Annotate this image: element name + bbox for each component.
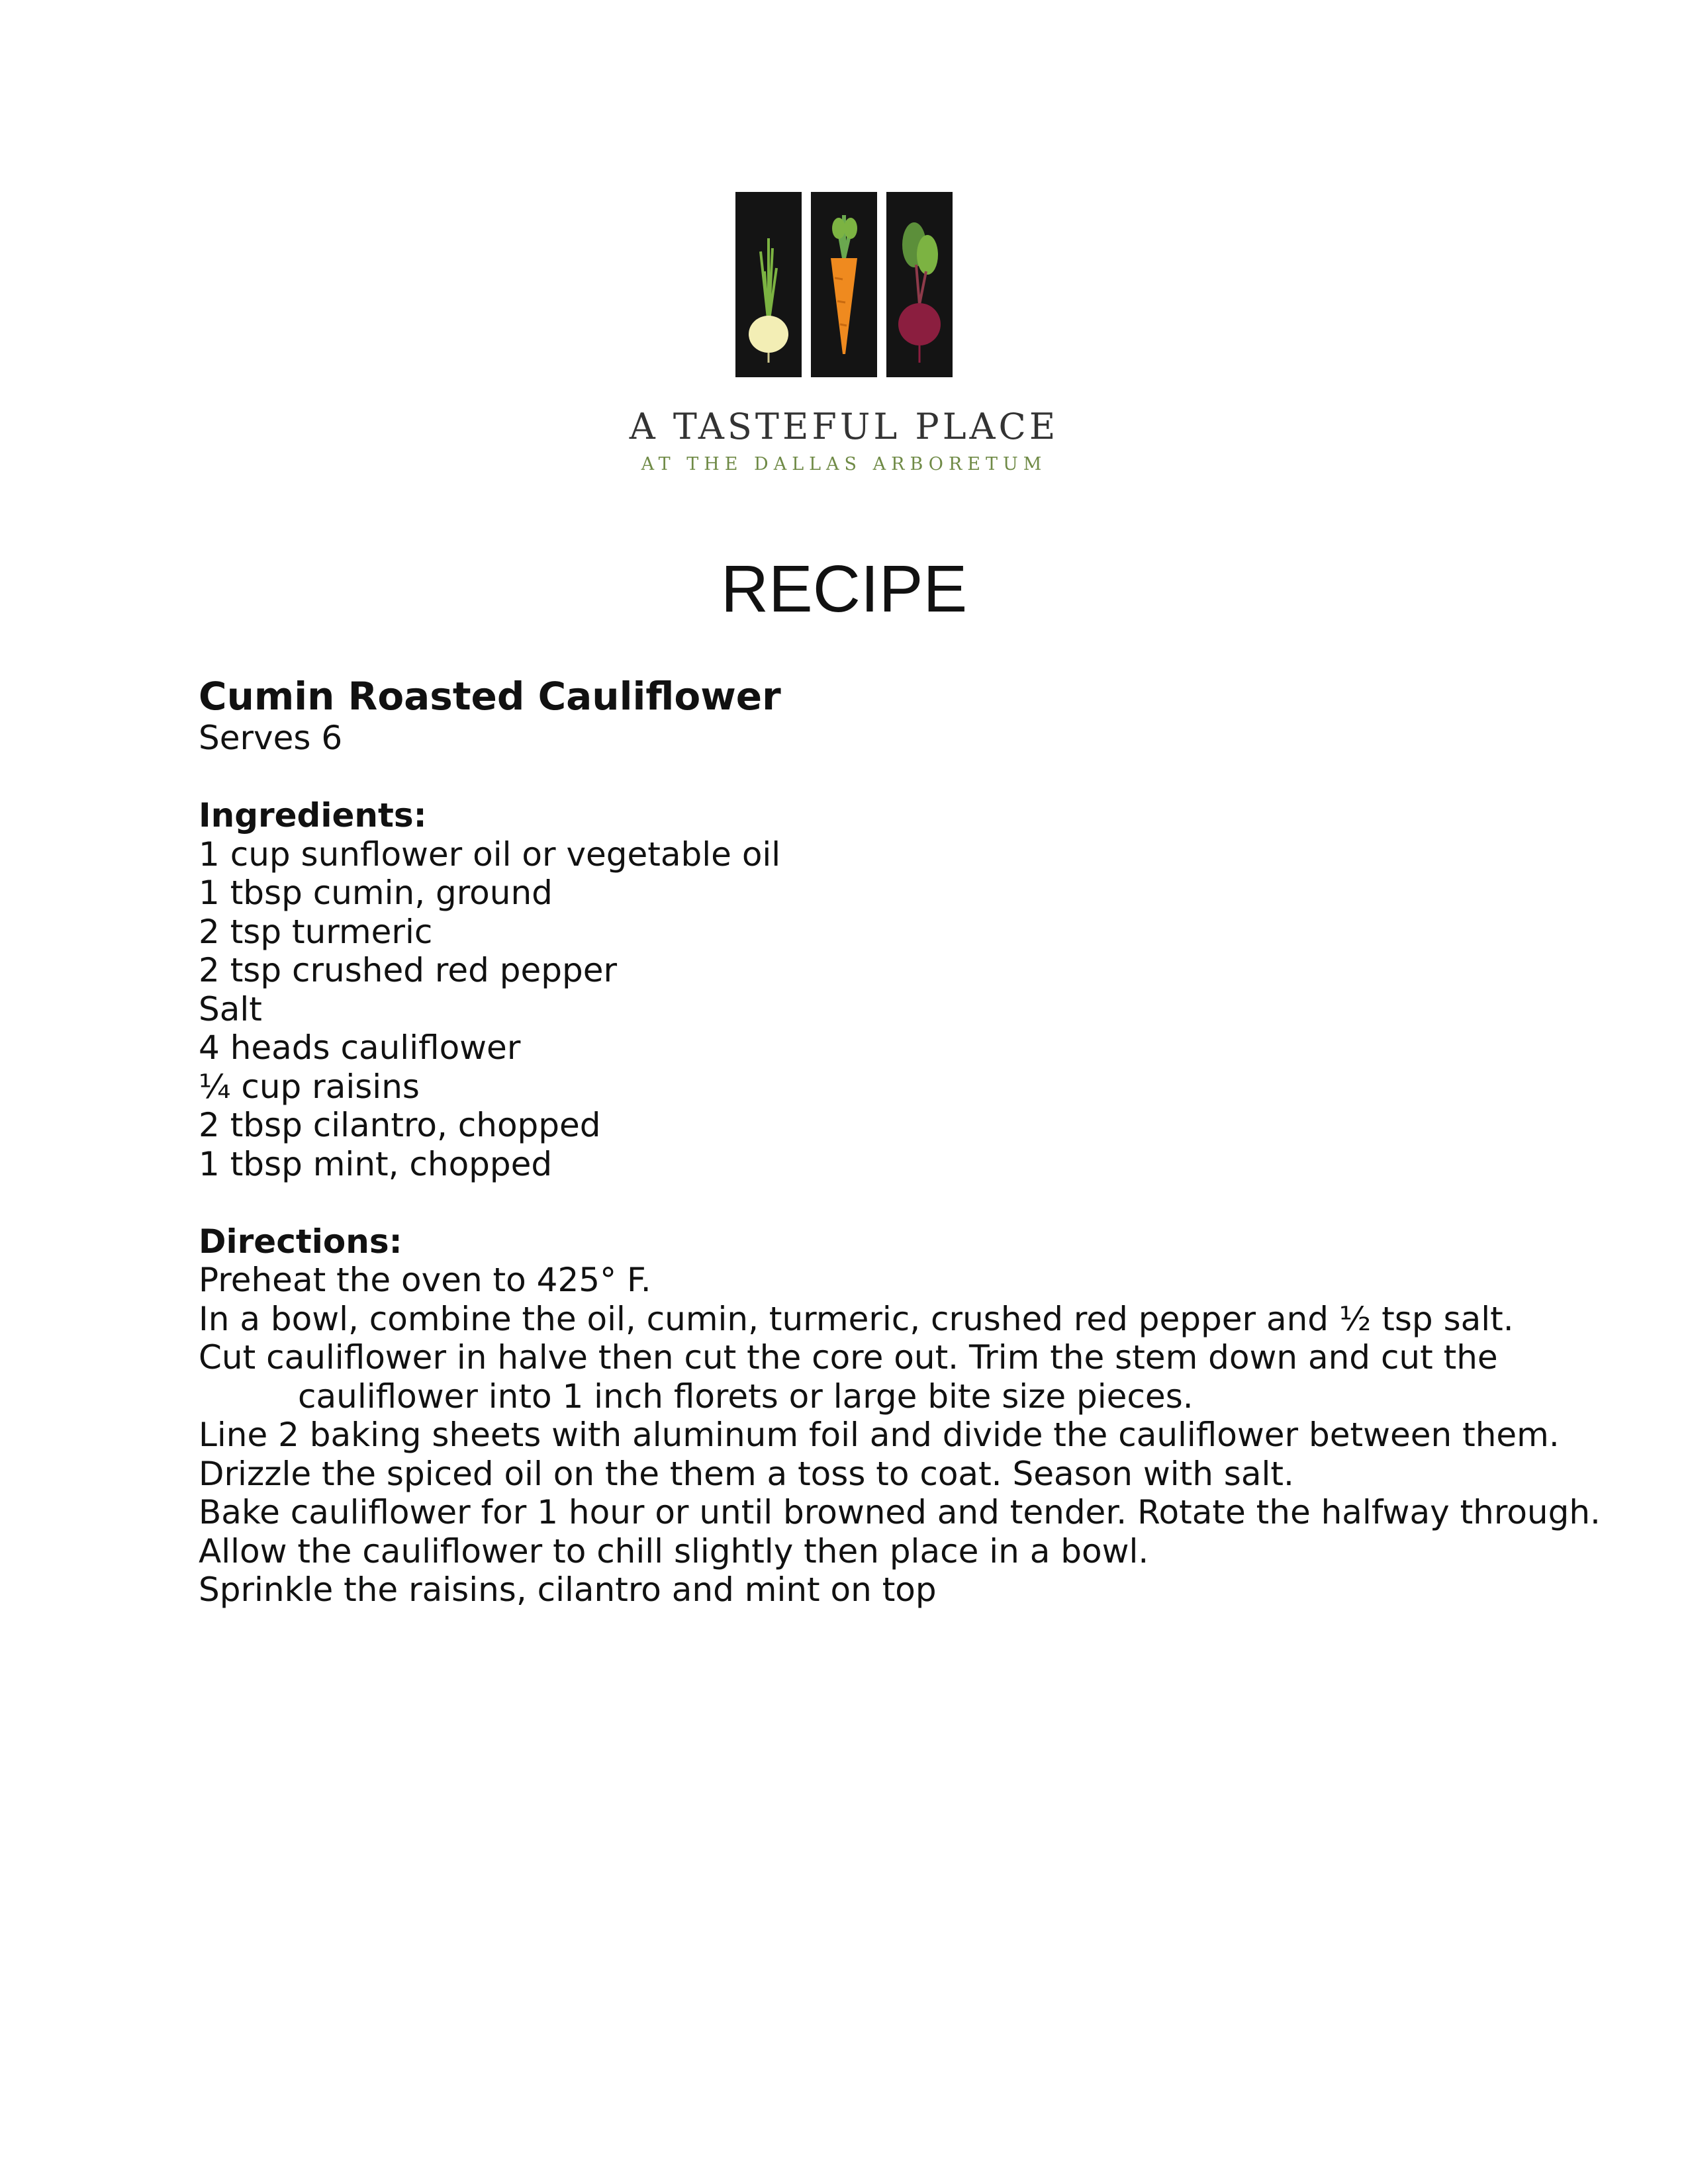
page-title: RECIPE xyxy=(720,552,968,626)
recipe-title: Cumin Roasted Cauliflower xyxy=(199,674,781,719)
ingredient-item: 1 tbsp mint, chopped xyxy=(199,1144,553,1183)
onion-panel xyxy=(735,192,802,377)
serves-text: Serves 6 xyxy=(199,719,343,757)
beet-panel xyxy=(886,192,953,377)
direction-item-continuation: cauliflower into 1 inch florets or large bite size pieces. xyxy=(298,1377,1194,1416)
ingredient-item: 1 tbsp cumin, ground xyxy=(199,874,553,912)
ingredient-item: ¼ cup raisins xyxy=(199,1067,420,1106)
direction-item: Line 2 baking sheets with aluminum foil and divide the cauliflower between them. xyxy=(199,1416,1560,1454)
directions-list xyxy=(199,1261,1601,1610)
direction-item: Preheat the oven to 425° F. xyxy=(199,1261,651,1299)
onion-icon xyxy=(735,192,802,377)
logo-tagline: AT THE DALLAS ARBORETUM xyxy=(641,454,1047,475)
beet-icon xyxy=(886,192,953,377)
ingredient-item: 2 tsp crushed red pepper xyxy=(199,951,618,989)
ingredient-item: 2 tsp turmeric xyxy=(199,912,433,951)
ingredient-item: 1 cup sunflower oil or vegetable oil xyxy=(199,835,781,874)
direction-item: Drizzle the spiced oil on the them a toss to coat. Season with salt. xyxy=(199,1454,1294,1493)
ingredients-list xyxy=(199,835,1523,1184)
ingredients-label: Ingredients: xyxy=(199,796,427,835)
direction-item: In a bowl, combine the oil, cumin, turmeric, crushed red pepper and ½ tsp salt. xyxy=(199,1299,1514,1338)
direction-item: Sprinkle the raisins, cilantro and mint on top xyxy=(199,1570,937,1609)
ingredient-item: 4 heads cauliflower xyxy=(199,1028,521,1067)
logo-panels xyxy=(596,192,1092,377)
directions-label: Directions: xyxy=(199,1222,402,1261)
direction-item: Bake cauliflower for 1 hour or until browned and tender. Rotate the halfway through. xyxy=(199,1493,1601,1531)
direction-item: Allow the cauliflower to chill slightly then place in a bowl. xyxy=(199,1531,1149,1570)
carrot-panel xyxy=(811,192,877,377)
direction-item: Cut cauliflower in halve then cut the core out. Trim the stem down and cut the xyxy=(199,1338,1498,1377)
carrot-icon xyxy=(811,192,877,377)
ingredient-item: 2 tbsp cilantro, chopped xyxy=(199,1106,601,1144)
ingredient-item: Salt xyxy=(199,989,262,1028)
logo xyxy=(596,192,1092,473)
logo-name: A TASTEFUL PLACE xyxy=(629,406,1059,447)
recipe-content xyxy=(199,674,1601,1610)
